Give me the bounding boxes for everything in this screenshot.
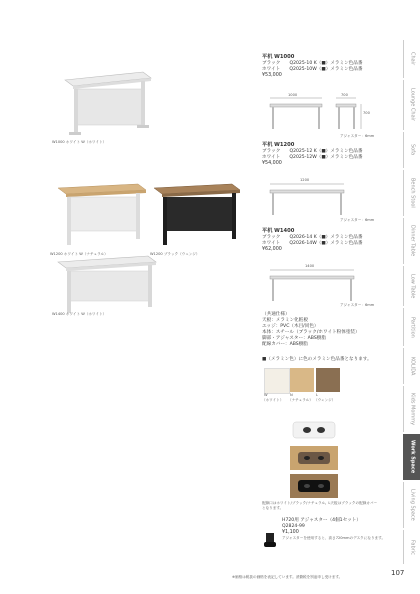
- sidebar-item-dinner-table[interactable]: Dinner Table: [403, 218, 420, 264]
- adjuster-note: アジャスター：6mm: [340, 218, 375, 222]
- sidebar-item-living-space[interactable]: Living Space: [403, 482, 420, 528]
- footer-note: ※価格は税抜の価格を表記しています。消費税を別途申し受けます。: [232, 575, 343, 579]
- dimension-drawing-w1200: [262, 180, 382, 220]
- adjuster-title: H720用 アジャスター（4個1セット）: [282, 518, 361, 523]
- common-title: （共通仕様）: [262, 312, 290, 317]
- photo-caption: W1400 ホワイト W（ホワイト）: [52, 312, 107, 316]
- sidebar-item-work-space[interactable]: Work Space: [403, 434, 420, 480]
- grommet-note: 配線口はホワイト/ブラック/ナチュラル。L天板はブラックの配線カバーとなります。: [262, 501, 378, 510]
- sidebar-item-partition[interactable]: Partition: [403, 308, 420, 346]
- spec-title: 平机 W1200: [262, 142, 295, 148]
- spec-line: ホワイト Q2025-12W（■）メラミン色品番: [262, 155, 363, 160]
- swatch-label: （ウェンジ）: [314, 398, 336, 402]
- swatch-code: N: [290, 393, 293, 397]
- sidebar-item-low-table[interactable]: Low Table: [403, 266, 420, 306]
- swatch-code: L: [316, 393, 319, 397]
- swatch-code: W: [264, 393, 268, 397]
- swatch-wenge: [316, 368, 340, 392]
- adjuster-block: [262, 518, 392, 541]
- spec-block-w1400: [262, 228, 392, 253]
- spec-line: ブラック Q2025-12 K（■）メラミン色品番: [262, 149, 363, 154]
- adjuster-note: アジャスター：6mm: [340, 303, 375, 307]
- spec-title: 平机 W1400: [262, 228, 295, 234]
- common-line: 脚部・アジャスター：ABS樹脂: [262, 336, 326, 341]
- photo-caption: W1000 ホワイト W（ホワイト）: [52, 140, 107, 144]
- adjuster-note: アジャスター：6mm: [340, 134, 375, 138]
- spec-line: ホワイト Q2026-14W（■）メラミン色品番: [262, 241, 363, 246]
- spec-price: ¥62,000: [262, 247, 282, 252]
- dimension-label: 1200: [300, 178, 310, 182]
- grommet-photo-white: [290, 418, 338, 442]
- swatch-white: [264, 368, 290, 394]
- spec-block-w1000: [262, 54, 392, 79]
- spec-price: ¥53,000: [262, 73, 282, 78]
- sidebar-item-chair[interactable]: Chair: [403, 40, 420, 78]
- adjuster-code: Q2824-99: [282, 524, 305, 529]
- spec-block-w1200: [262, 142, 392, 167]
- sidebar-item-fabric[interactable]: Fabric: [403, 530, 420, 564]
- sidebar-item-lounge-chair[interactable]: Lounge Chair: [403, 80, 420, 130]
- spec-line: ブラック Q2026-14 K（■）メラミン色品番: [262, 235, 363, 240]
- desk-photo-w1400: [50, 250, 160, 320]
- photo-caption: W1200 ホワイト W（ナチュラル）: [50, 252, 108, 256]
- spec-line: ブラック Q2025-10 K（■）メラミン色品番: [262, 61, 363, 66]
- page-number: 107: [391, 569, 405, 577]
- sidebar-item-kids-mommy[interactable]: Kids Mommy: [403, 386, 420, 432]
- swatch-label: （ナチュラル）: [288, 398, 313, 402]
- grommet-photo-black: [290, 474, 338, 498]
- dimension-label: 1000: [288, 93, 298, 97]
- adjuster-foot-icon: [263, 533, 277, 549]
- adjuster-price: ¥1,100: [282, 530, 299, 535]
- dimension-label: 1400: [305, 264, 315, 268]
- dimension-label: 700: [363, 111, 370, 115]
- sidebar-item-kolida[interactable]: KOLIDA: [403, 348, 420, 384]
- section-sidebar: [403, 40, 420, 560]
- photo-caption: W1200 ブラック（ウェンジ）: [150, 252, 200, 256]
- dimension-label: 700: [341, 93, 348, 97]
- spec-title: 平机 W1000: [262, 54, 295, 60]
- dimension-drawing-w1400: [262, 266, 382, 306]
- swatch-natural: [290, 368, 314, 392]
- common-line: エッジ：PVC（木目/同色）: [262, 324, 319, 329]
- swatch-label: （ホワイト）: [262, 398, 284, 402]
- spec-line: ホワイト Q2025-10W（■）メラミン色品番: [262, 67, 363, 72]
- common-specs: [262, 312, 392, 348]
- spec-price: ¥54,000: [262, 161, 282, 166]
- desk-photo-w1200-natural: [50, 178, 150, 258]
- desk-photo-w1000: [55, 62, 155, 142]
- grommet-photo-natural: [290, 446, 338, 470]
- common-line: 本体：スチール（ブラック/ホワイト粉体塗装）: [262, 330, 360, 335]
- common-line: 配線カバー：ABS樹脂: [262, 342, 308, 347]
- sidebar-item-sofa[interactable]: Sofa: [403, 132, 420, 168]
- adjuster-description: アジャスターを使用すると、高さ720mmのデスクになります。: [282, 536, 386, 540]
- common-line: 天板：メラミン化粧板: [262, 318, 308, 323]
- melamine-note: ■（メラミン色）に色のメラミン色品番となります。: [262, 357, 372, 362]
- sidebar-item-bench-stool[interactable]: Bench Stool: [403, 170, 420, 216]
- desk-photo-w1200-black: [150, 178, 245, 258]
